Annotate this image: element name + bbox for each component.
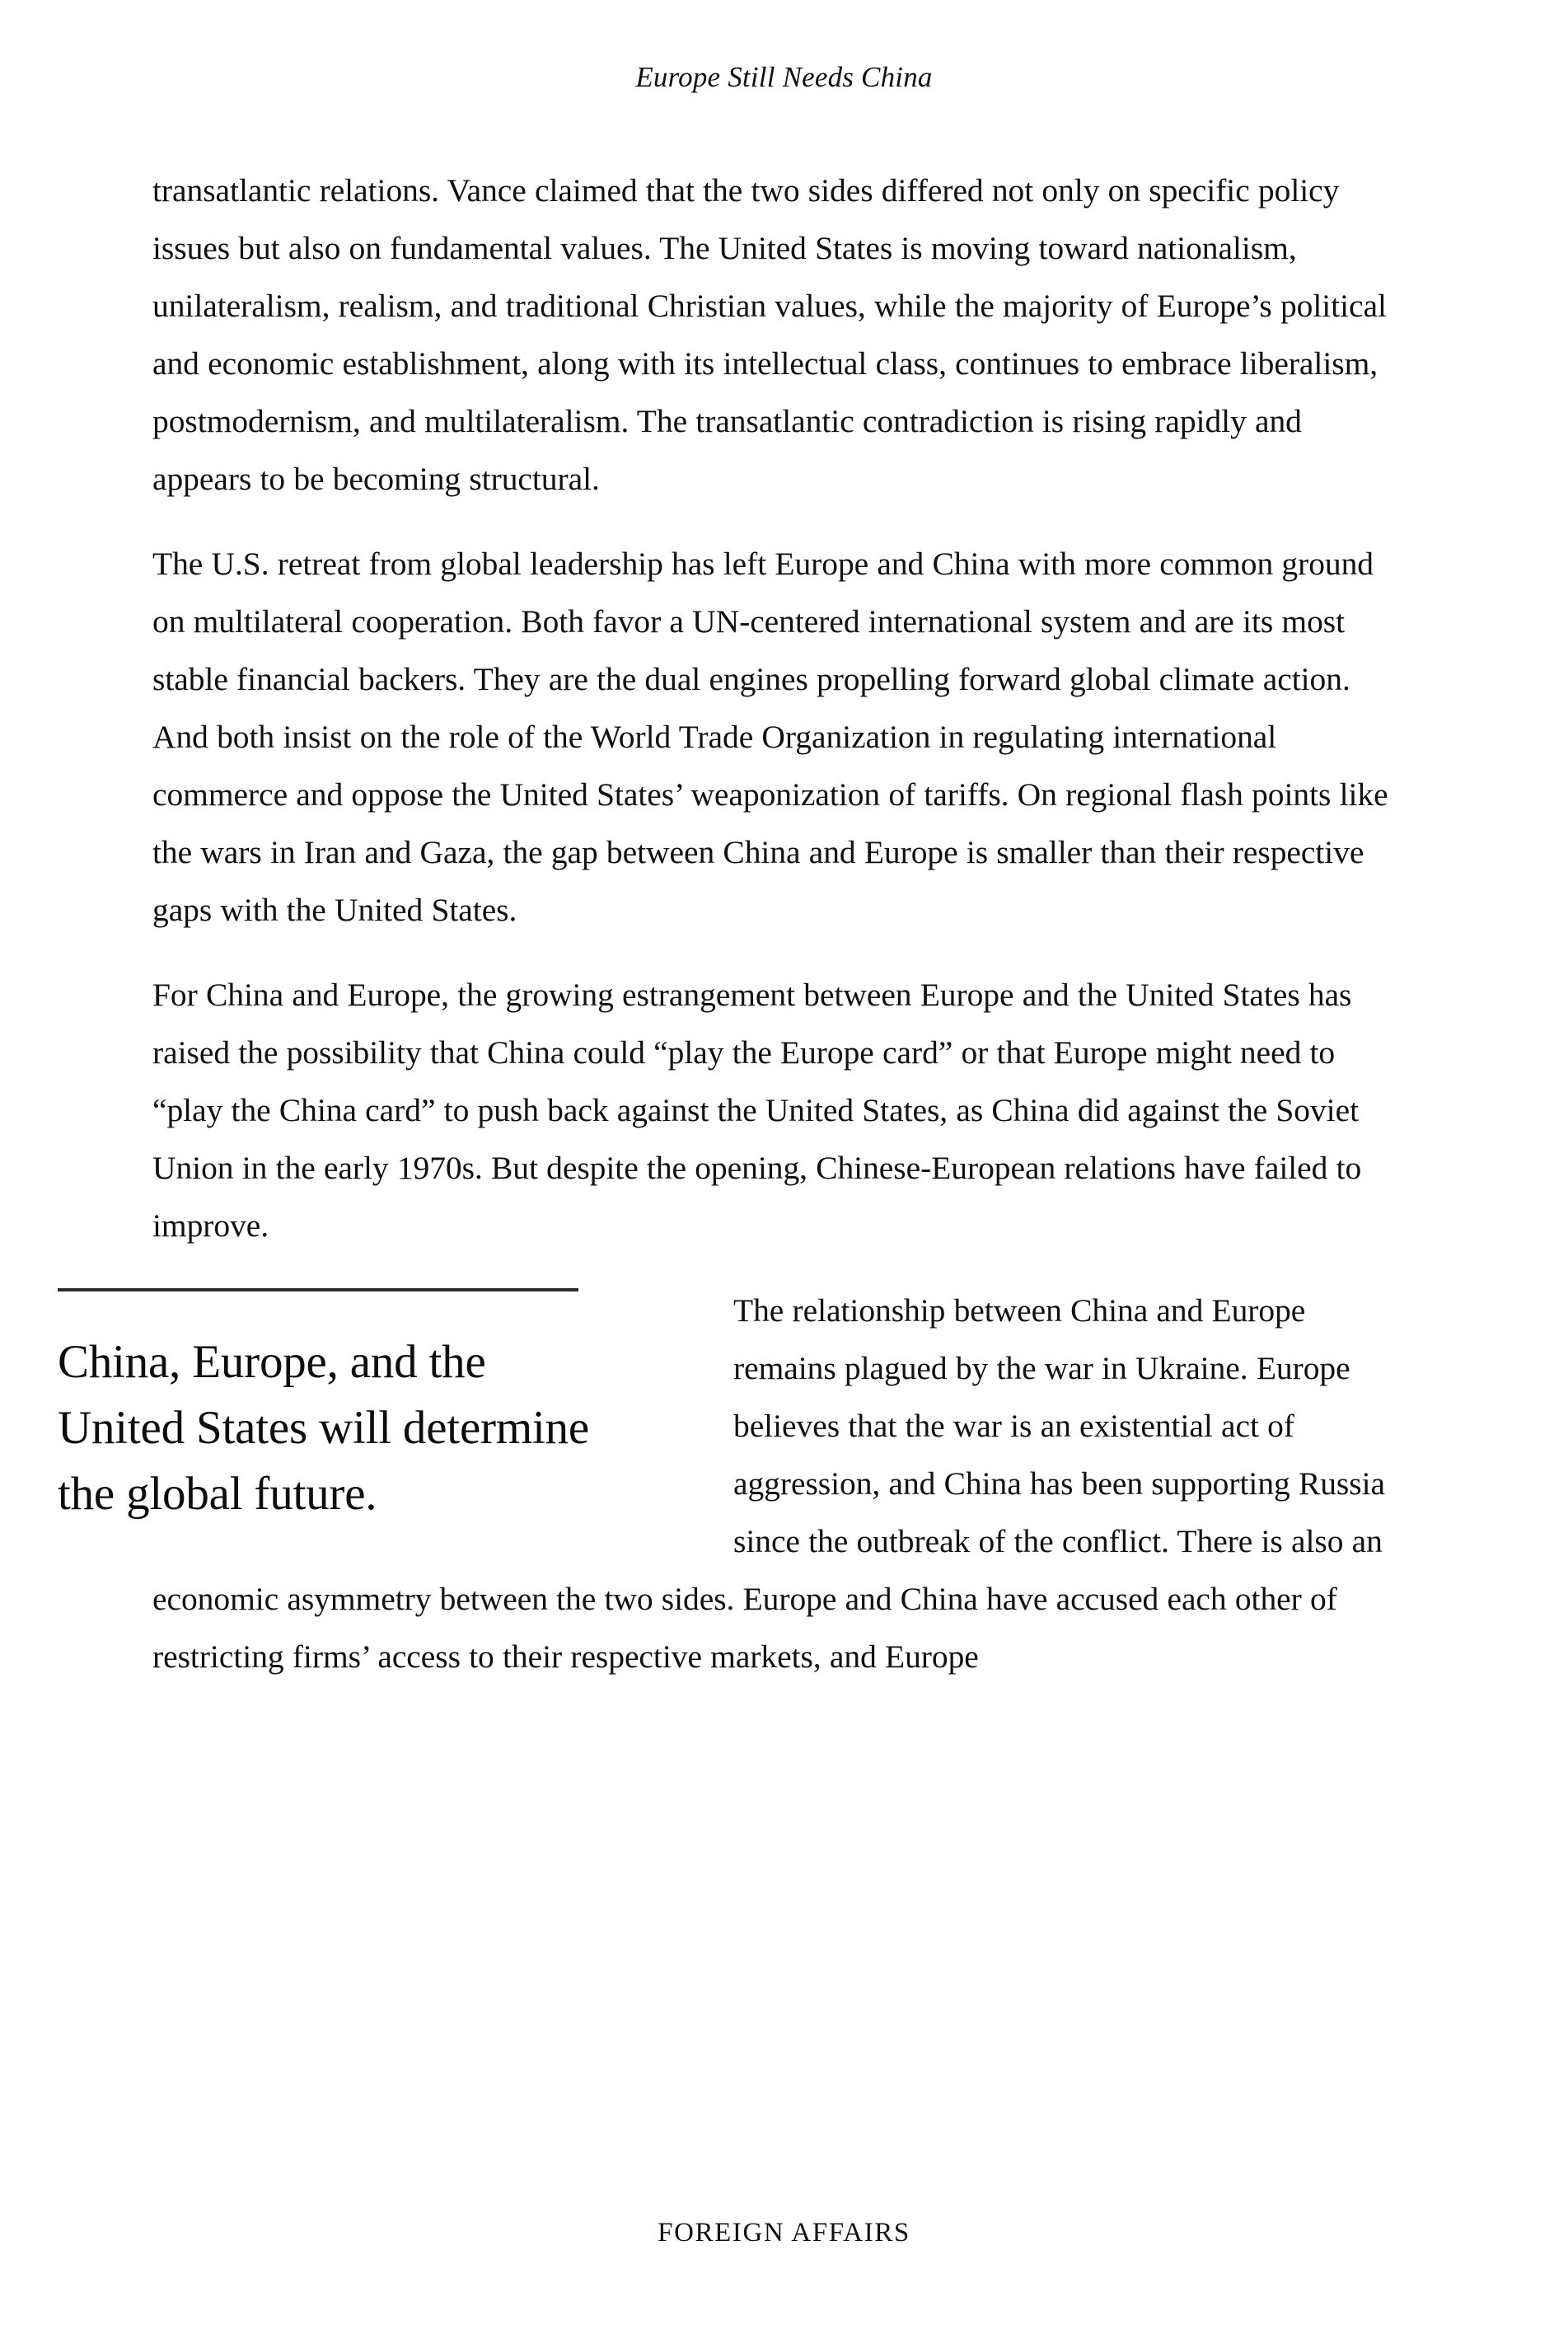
running-head: Europe Still Needs China [635,61,933,93]
pullquote [58,1288,589,1527]
body-paragraph: For China and Europe, the growing estrangement between Europe and the United States has raised the possibility that China could “play the Europe card” or that Europe might need to “play the China card” to push back against the United States, as China did against the Soviet Union in the early 1970s. But despite the opening, Chinese-European relations have failed to improve. [152,977,1362,1244]
body-paragraph-wrapped: The relationship between China and Europe remains plagued by the war in Ukraine. Europe believes that the war is an existential act of aggression, and China has been supporting Russia since the outbreak of the conflict. There is also an economic asymmetry between the two sides. Europe and China have accused each other of restricting firms’ access to their respective markets, and Europe [152,1292,1385,1675]
pullquote-divider [58,1288,578,1291]
page-footer: FOREIGN AFFAIRS [658,2218,910,2248]
body-paragraph: transatlantic relations. Vance claimed that the two sides differed not only on specific policy issues but also on fundamental values. The United States is moving toward nationalism, unilateralism, realism, and traditional Christian values, while the majority of Europe’s political and economic establishment, along with its intellectual class, continues to embrace liberalism, postmodernism, and multilateralism. The transatlantic contradiction is rising rapidly and appears to be becoming structural. [152,172,1387,497]
body-paragraph: The U.S. retreat from global leadership has left Europe and China with more common ground on multilateral cooperation. Both favor a UN-centered international system and are its most stable financial backers. They are the dual engines propelling forward global climate action. And both insist on the role of the World Trade Organization in regulating international commerce and oppose the United States’ weaponization of tariffs. On regional flash points like the wars in Iran and Gaza, the gap between China and Europe is smaller than their respective gaps with the United States. [152,546,1388,928]
body-column [58,162,1399,1685]
pullquote-wrap-section [58,1282,1399,1685]
pullquote-text: China, Europe, and the United States will determine the global future. [58,1336,590,1520]
